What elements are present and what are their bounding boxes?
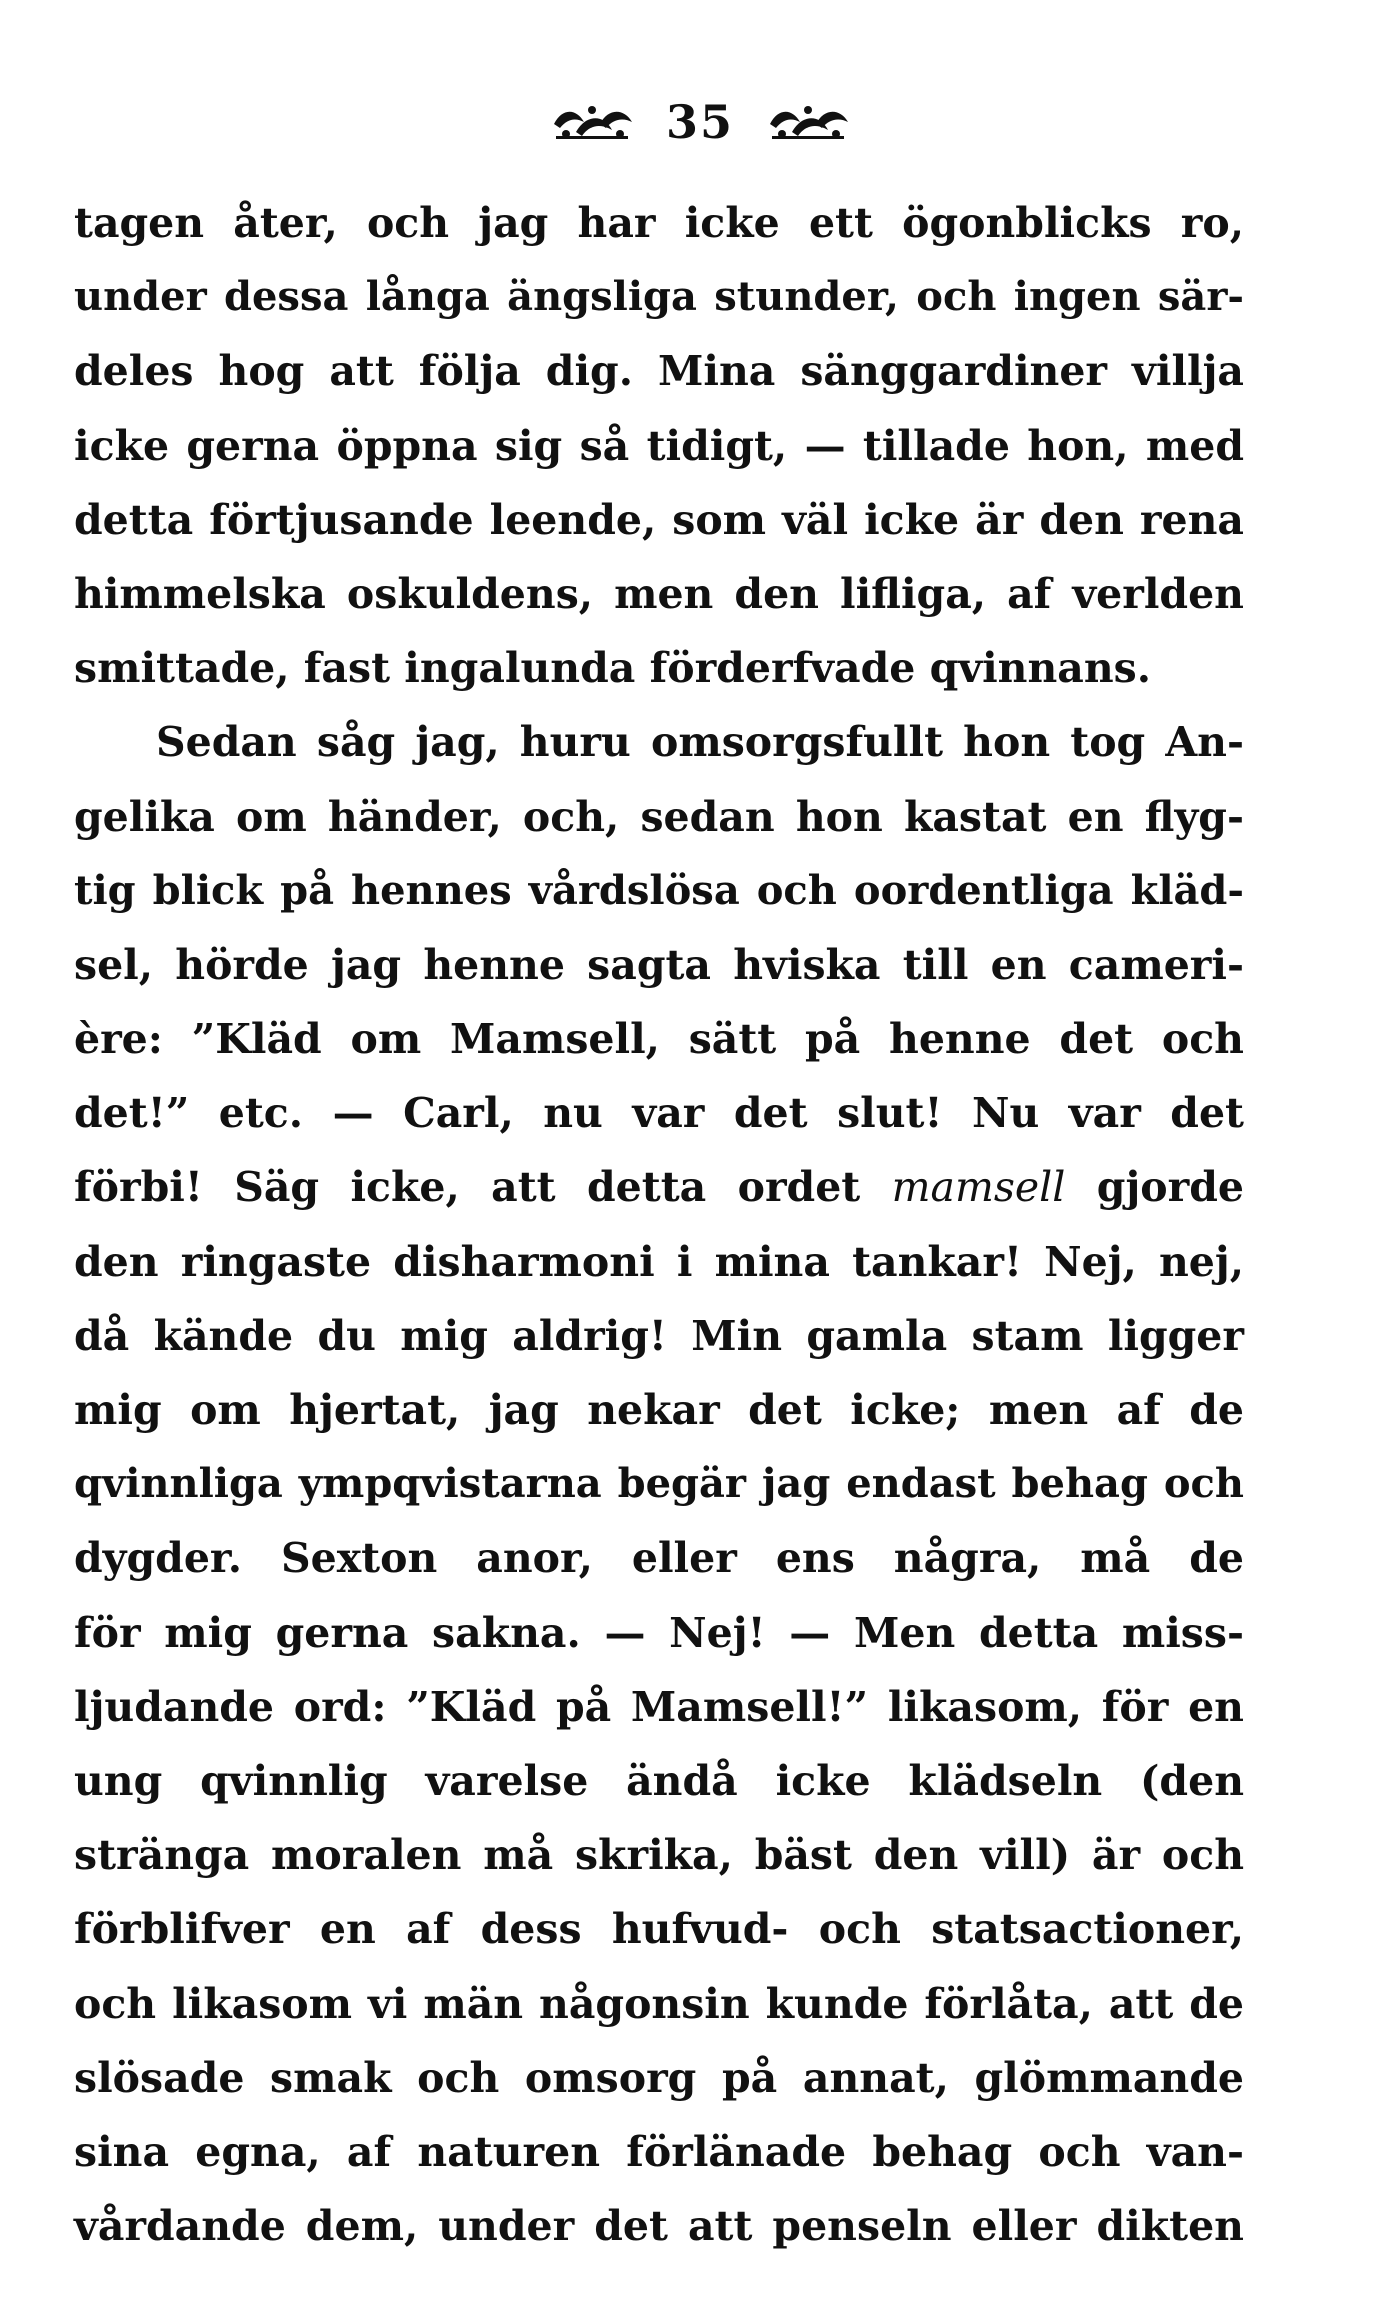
page-number: 35: [665, 95, 734, 149]
text-line: qvinnliga ympqvistarna begär jag endast behag och: [74, 1460, 1244, 1508]
text-line: och likasom vi män någonsin kunde förlåta, att de: [74, 1979, 1244, 2028]
text-line: förblifver en af dess hufvud- och statsactioner,: [74, 1905, 1244, 1954]
text-line: mig om hjertat, jag nekar det icke; men af de: [74, 1386, 1244, 1434]
text-line: smittade, fast ingalunda förderfvade qvinnans.: [74, 644, 1152, 693]
text-line: då kände du mig aldrig! Min gamla stam ligger: [74, 1311, 1244, 1360]
text-line: deles hog att följa dig. Mina sänggardiner villja: [74, 347, 1244, 396]
text-line: detta förtjusande leende, som väl icke är den rena: [74, 495, 1244, 544]
text-line: Sedan såg jag, huru omsorgsfullt hon tog An-: [156, 718, 1244, 767]
text-line: vårdande dem, under det att penseln eller dikten: [74, 2202, 1244, 2251]
text-line: tagen åter, och jag har icke ett ögonblicks ro,: [74, 199, 1244, 247]
text-line: ung qvinnlig varelse ändå icke klädseln (den: [74, 1756, 1244, 1805]
text-line: tig blick på hennes vårdslösa och oordentliga kläd-: [74, 866, 1244, 914]
text-line: slösade smak och omsorg på annat, glömmande: [74, 2053, 1244, 2102]
text-line: stränga moralen må skrika, bäst den vill) är och: [74, 1831, 1244, 1880]
text-line: himmelska oskuldens, men den lifliga, af verlden: [74, 569, 1244, 618]
text-line: icke gerna öppna sig så tidigt, — tillade hon, med: [74, 421, 1244, 470]
body-text: [74, 186, 1244, 2263]
text-line: sel, hörde jag henne sagta hviska till en cameri-: [74, 940, 1244, 989]
text-line: förbi! Säg icke, att detta ordet mamsell gjorde: [74, 1163, 1244, 1212]
ornament-icon: [762, 102, 854, 142]
ornament-icon: [546, 102, 638, 142]
text-line: den ringaste disharmoni i mina tankar! Nej, nej,: [74, 1237, 1244, 1286]
text-line: sina egna, af naturen förlänade behag och van-: [74, 2127, 1244, 2176]
text-line: ère: ”Kläd om Mamsell, sätt på henne det och: [74, 1015, 1244, 1064]
text-line: gelika om händer, och, sedan hon kastat en flyg-: [74, 792, 1244, 841]
text-line: för mig gerna sakna. — Nej! — Men detta miss-: [74, 1608, 1244, 1657]
page-header: [0, 92, 1400, 152]
text-line: under dessa långa ängsliga stunder, och ingen sär-: [74, 273, 1244, 321]
text-line: det!” etc. — Carl, nu var det slut! Nu var det: [74, 1089, 1244, 1138]
text-line: dygder. Sexton anor, eller ens några, må de: [74, 1534, 1244, 1583]
text-line: ljudande ord: ”Kläd på Mamsell!” likasom, för en: [74, 1682, 1244, 1731]
emphasis-word: mamsell: [891, 1163, 1066, 1212]
